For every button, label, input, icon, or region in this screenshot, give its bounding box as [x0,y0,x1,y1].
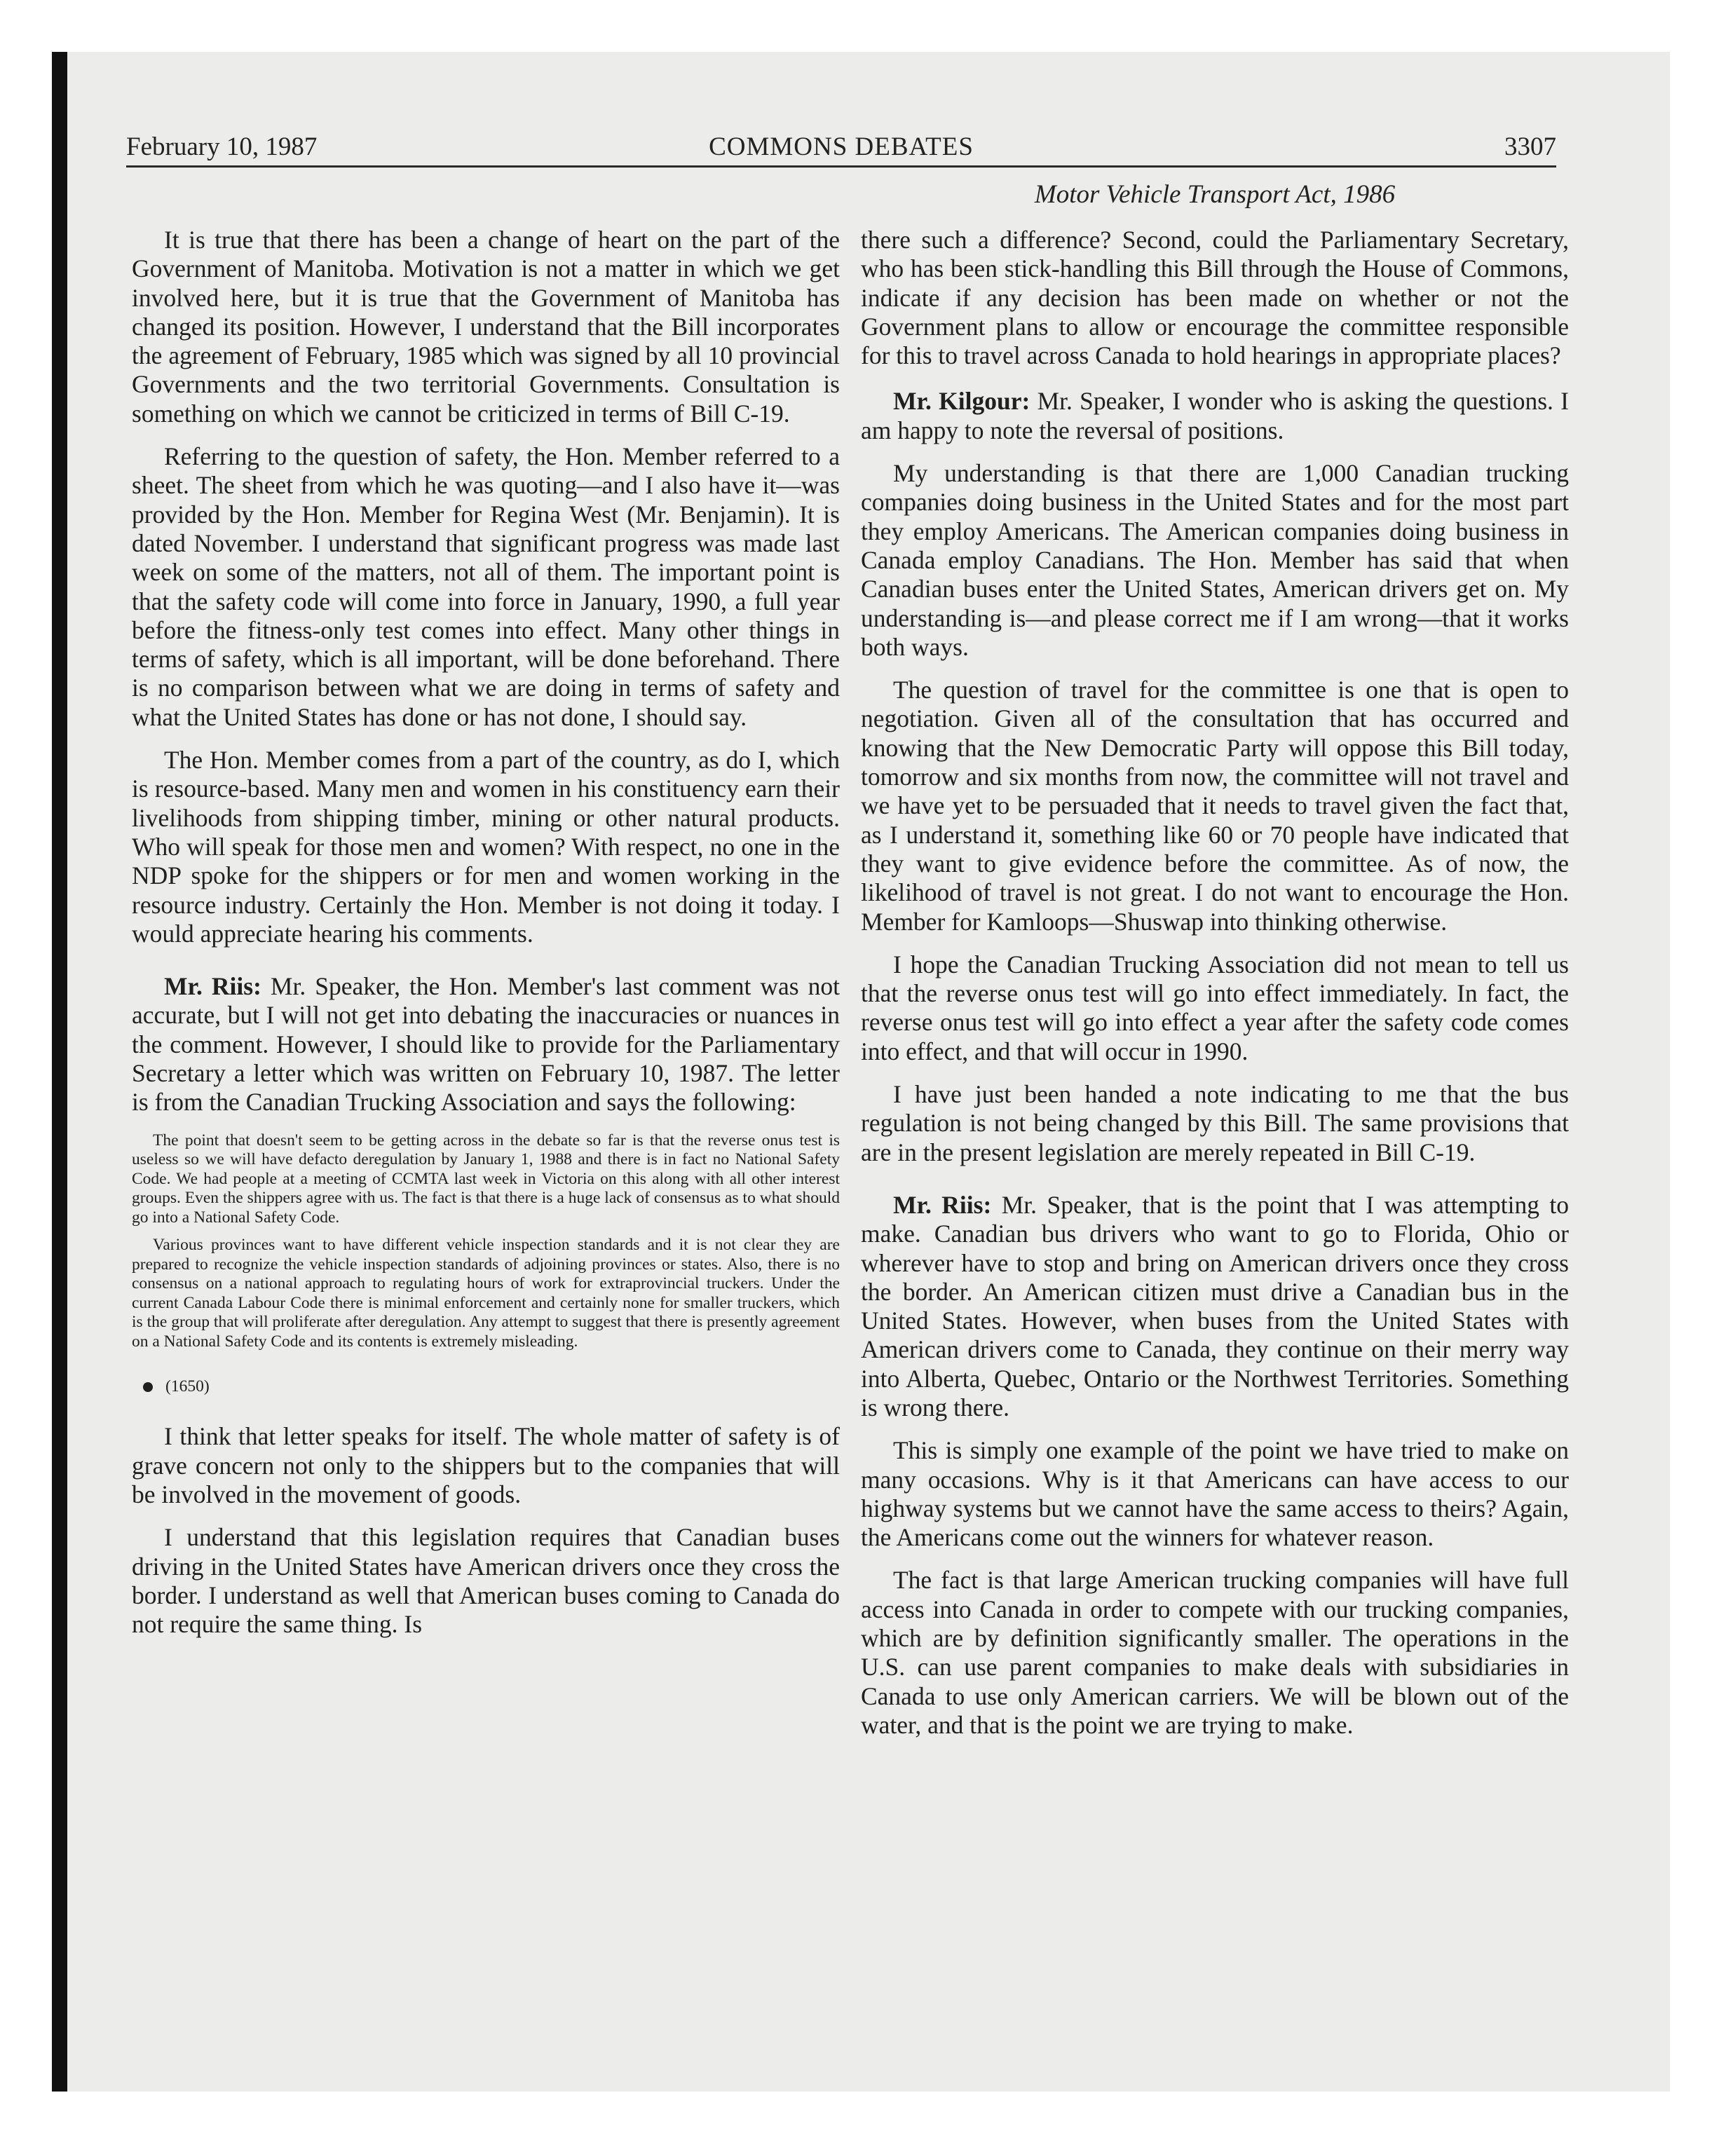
speaker-name: Mr. Riis: [164,972,261,1001]
header-page-number: 3307 [1504,132,1556,161]
quote-paragraph: The point that doesn't seem to be getting across in the debate so far is that the reverse onus test is useless so we will have defacto deregulation by January 1, 1988 and there is in fact no National Safety Code. We had people at a meeting of CCMTA last week in Victoria on this along with all other interest groups. Even the shippers agree with us. The fact is that there is a huge lack of consensus as to what should go into a National Safety Code. [132,1131,840,1227]
paragraph: I hope the Canadian Trucking Association did not mean to tell us that the reverse onus test will go into effect immediately. In fact, the reverse onus test will go into effect a year after the safety code comes into effect, and that will occur in 1990. [861,950,1569,1065]
paragraph: there such a difference? Second, could the Parliamentary Secretary, who has been stick-handling this Bill through the House of Commons, indicate if any decision has been made on whether or not the Government plans to allow or encourage the committee responsible for this to travel across Canada to hold hearings in appropriate places? [861,226,1569,370]
quote-paragraph: Various provinces want to have different vehicle inspection standards and it is not clear they are prepared to recognize the vehicle inspection standards of adjoining provinces or states. Also, there is no consensus on a national approach to regulating hours of work for extraprovincial truckers. Under the current Canada Labour Code there is minimal enforcement and certainly none for smaller truckers, which is the group that will proliferate after deregulation. Any attempt to suggest that there is presently agreement on a National Safety Code and its contents is extremely misleading. [132,1236,840,1351]
letter-quote [132,1131,840,1352]
speaker-name: Mr. Riis: [893,1190,992,1219]
speaker-paragraph [861,1191,1569,1422]
page-header [126,126,1556,168]
paragraph: My understanding is that there are 1,000 Canadian trucking companies doing business in the United States and for the most part they employ Americans. The American companies doing business in Canada employ Canadians. The Hon. Member has said that when Canadian buses enter the United States, American drivers get on. My understanding is—and please correct me if I am wrong—that it works both ways. [861,459,1569,661]
paragraph: I understand that this legislation requires that Canadian buses driving in the United States have American drivers once they cross the border. I understand as well that American buses coming to Canada do not require the same thing. Is [132,1523,840,1639]
paragraph: I think that letter speaks for itself. The whole matter of safety is of grave concern not only to the shippers but to the companies that will be involved in the movement of goods. [132,1422,840,1508]
paragraph: The fact is that large American trucking companies will have full access into Canada in order to compete with our trucking companies, which are by definition significantly smaller. The operations in the U.S. can use parent companies to make deals with subsidiaries in Canada to use only American carriers. We will be blown out of the water, and that is the point we are trying to make. [861,1566,1569,1739]
header-date: February 10, 1987 [126,132,318,161]
bullet-icon [143,1382,153,1392]
running-head: Motor Vehicle Transport Act, 1986 [1034,180,1396,209]
timestamp [143,1372,840,1401]
paragraph: The Hon. Member comes from a part of the country, as do I, which is resource-based. Many men and women in his constituency earn their livelihoods from shipping timber, mining or other natural products. Who will speak for those men and women? With respect, no one in the NDP spoke for the shippers or for men and women working in the resource industry. Certainly the Hon. Member is not doing it today. I would appreciate hearing his comments. [132,746,840,948]
paragraph: I have just been handed a note indicating to me that the bus regulation is not being changed by this Bill. The same provisions that are in the present legislation are merely repeated in Bill C-19. [861,1080,1569,1166]
right-column [861,226,1569,1754]
scan-edge [52,52,67,2092]
timestamp-text: (1650) [165,1377,210,1396]
paragraph: It is true that there has been a change of heart on the part of the Government of Manitoba. Motivation is not a matter in which we get involved here, but it is true that the Government of Manitoba has changed its position. However, I understand that the Bill incorporates the agreement of February, 1985 which was signed by all 10 provincial Governments and the two territorial Governments. Consultation is something on which we cannot be criticized in terms of Bill C-19. [132,226,840,428]
speaker-name: Mr. Kilgour: [893,387,1030,416]
speaker-text: Mr. Speaker, I wonder who is asking the questions. I am happy to note the reversal of positions. [861,387,1569,444]
left-column [132,226,840,1653]
header-title: COMMONS DEBATES [709,132,974,161]
speaker-text: Mr. Speaker, the Hon. Member's last comment was not accurate, but I will not get into debating the inaccuracies or nuances in the comment. However, I should like to provide for the Parliamentary Secretary a letter which was written on February 10, 1987. The letter is from the Canadian Trucking Association and says the following: [132,972,840,1117]
paragraph: Referring to the question of safety, the Hon. Member referred to a sheet. The sheet from which he was quoting—and I also have it—was provided by the Hon. Member for Regina West (Mr. Benjamin). It is dated November. I understand that significant progress was made last week on some of the matters, not all of them. The important point is that the safety code will come into force in January, 1990, a full year before the fitness-only test comes into effect. Many other things in terms of safety, which is all important, will be done beforehand. There is no comparison between what we are doing in terms of safety and what the United States has done or has not done, I should say. [132,442,840,731]
speaker-text: Mr. Speaker, that is the point that I was attempting to make. Canadian bus drivers who want to go to Florida, Ohio or wherever have to stop and bring on American drivers once they cross the border. An American citizen must drive a Canadian bus in the United States. However, when buses from the United States with American drivers come to Canada, they continue on their merry way into Alberta, Quebec, Ontario or the Northwest Territories. Something is wrong there. [861,1190,1569,1421]
speaker-paragraph [132,972,840,1117]
paragraph: This is simply one example of the point we have tried to make on many occasions. Why is it that Americans can have access to our highway systems but we cannot have the same access to theirs? Again, the Americans come out the winners for whatever reason. [861,1436,1569,1552]
paragraph: The question of travel for the committee is one that is open to negotiation. Given all of the consultation that has occurred and knowing that the New Democratic Party will oppose this Bill today, tomorrow and six months from now, the committee will not travel and we have yet to be persuaded that it needs to travel given the fact that, as I understand it, something like 60 or 70 people have indicated that they want to give evidence before the committee. As of now, the likelihood of travel is not great. I do not want to encourage the Hon. Member for Kamloops—Shuswap into thinking otherwise. [861,676,1569,936]
speaker-paragraph [861,387,1569,445]
